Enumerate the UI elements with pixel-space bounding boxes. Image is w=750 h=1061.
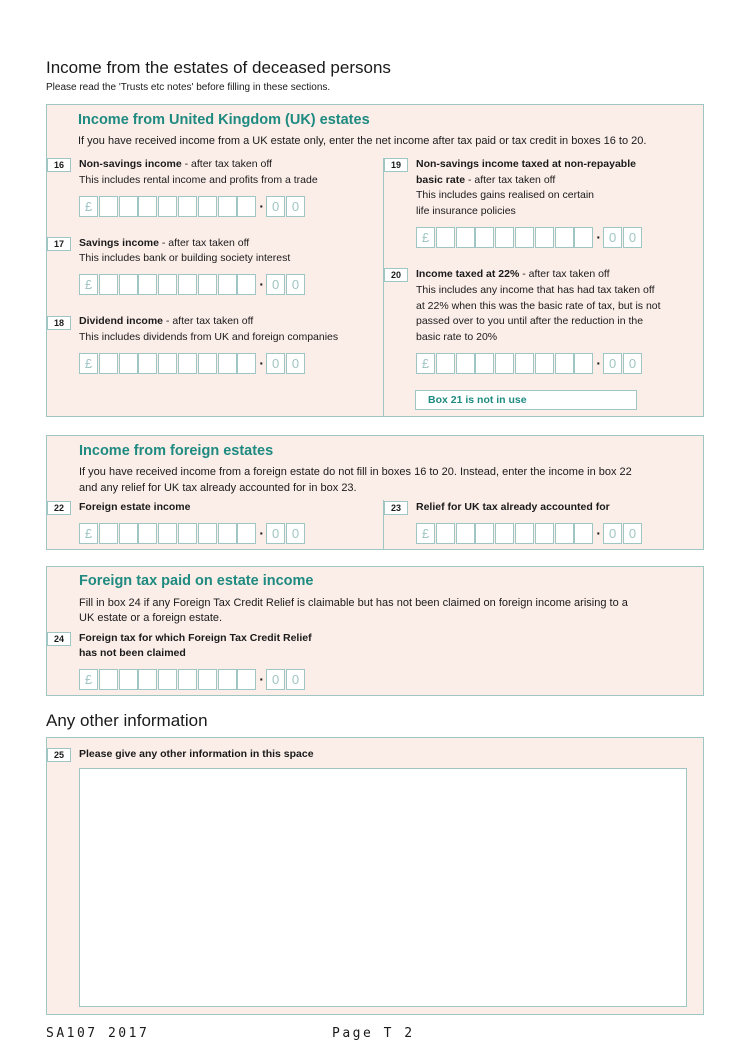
box-number-20: 20 — [384, 268, 408, 282]
digit-cell — [237, 353, 256, 374]
decimal-point: · — [259, 671, 264, 687]
digit-cell — [218, 196, 237, 217]
digit-cell — [158, 353, 177, 374]
box25-label — [79, 747, 314, 763]
pence-cell: 0 — [623, 227, 642, 248]
box17-title: Savings income — [79, 237, 159, 249]
box-number-23: 23 — [384, 501, 408, 515]
box23-amount-field[interactable] — [416, 522, 643, 544]
digit-cell — [475, 353, 494, 374]
currency-cell: £ — [416, 523, 435, 544]
digit-cell — [138, 196, 157, 217]
box19-title-line2 — [416, 173, 555, 189]
box21-not-in-use: Box 21 is not in use — [415, 390, 637, 410]
box22-amount-field[interactable] — [79, 522, 306, 544]
box20-title: Income taxed at 22% — [416, 268, 520, 280]
box19-suffix: - after tax taken off — [465, 174, 556, 186]
box22-title: Foreign estate income — [79, 501, 191, 513]
page-note: Please read the 'Trusts etc notes' before filling in these sections. — [46, 82, 331, 93]
digit-cell — [475, 523, 494, 544]
decimal-point: · — [596, 229, 601, 245]
currency-cell: £ — [79, 196, 98, 217]
digit-cell — [436, 523, 455, 544]
digit-cell — [158, 196, 177, 217]
digit-cell — [119, 196, 138, 217]
digit-cell — [515, 227, 534, 248]
digit-cell — [158, 523, 177, 544]
box18-amount-field[interactable] — [79, 352, 306, 374]
page-number: Page T 2 — [332, 1026, 415, 1041]
box20-desc1: This includes any income that has had tax taken off — [416, 284, 655, 296]
decimal-point: · — [596, 355, 601, 371]
box20-label — [416, 267, 610, 283]
digit-cell — [535, 227, 554, 248]
pence-cell: 0 — [286, 196, 305, 217]
box23-title: Relief for UK tax already accounted for — [416, 501, 610, 513]
form-id: SA107 2017 — [46, 1026, 150, 1041]
box19-amount-field[interactable] — [416, 226, 643, 248]
box24-title-line2 — [79, 646, 186, 662]
digit-cell — [495, 227, 514, 248]
box16-suffix: - after tax taken off — [181, 158, 272, 170]
digit-cell — [218, 523, 237, 544]
box-number-19: 19 — [384, 158, 408, 172]
box18-desc: This includes dividends from UK and foreign companies — [79, 331, 339, 343]
currency-cell: £ — [79, 669, 98, 690]
digit-cell — [436, 227, 455, 248]
digit-cell — [178, 353, 197, 374]
foreign-tax-intro1: Fill in box 24 if any Foreign Tax Credit Relief is claimable but has not been claimed on foreign income arising to a — [79, 597, 628, 609]
box22-label — [79, 500, 190, 516]
box18-label — [79, 314, 379, 330]
pence-cell: 0 — [603, 353, 622, 374]
digit-cell — [178, 196, 197, 217]
box19-title-line1 — [416, 157, 636, 173]
foreign-tax-intro2: UK estate or a foreign estate. — [79, 612, 223, 624]
decimal-point: · — [259, 198, 264, 214]
other-info-heading: Any other information — [46, 711, 208, 730]
box20-amount-field[interactable] — [416, 352, 643, 374]
digit-cell — [495, 523, 514, 544]
digit-cell — [456, 227, 475, 248]
box19-title1: Non-savings income taxed at non-repayable — [416, 158, 636, 170]
digit-cell — [198, 523, 217, 544]
digit-cell — [237, 523, 256, 544]
digit-cell — [198, 353, 217, 374]
column-divider — [383, 158, 384, 417]
box16-amount-field[interactable] — [79, 195, 306, 217]
box18-suffix: - after tax taken off — [163, 315, 254, 327]
digit-cell — [218, 669, 237, 690]
digit-cell — [198, 669, 217, 690]
decimal-point: · — [259, 276, 264, 292]
digit-cell — [237, 274, 256, 295]
digit-cell — [198, 196, 217, 217]
box-number-16: 16 — [47, 158, 71, 172]
box19-desc1: This includes gains realised on certain — [416, 189, 595, 201]
digit-cell — [237, 669, 256, 690]
box24-title2: has not been claimed — [79, 647, 186, 659]
pence-cell: 0 — [286, 669, 305, 690]
pence-cell: 0 — [623, 353, 642, 374]
box-number-17: 17 — [47, 237, 71, 251]
box-number-24: 24 — [47, 632, 71, 646]
currency-cell: £ — [79, 353, 98, 374]
digit-cell — [237, 196, 256, 217]
digit-cell — [456, 523, 475, 544]
digit-cell — [138, 523, 157, 544]
box24-title1: Foreign tax for which Foreign Tax Credit Relief — [79, 632, 312, 644]
box18-title: Dividend income — [79, 315, 164, 327]
box16-title: Non-savings income — [79, 158, 182, 170]
uk-estates-title: Income from United Kingdom (UK) estates — [78, 112, 370, 128]
digit-cell — [574, 523, 593, 544]
decimal-point: · — [259, 355, 264, 371]
pence-cell: 0 — [266, 274, 285, 295]
box20-desc3: passed over to you until after the reduction in the — [416, 315, 644, 327]
digit-cell — [99, 274, 118, 295]
digit-cell — [218, 274, 237, 295]
digit-cell — [99, 353, 118, 374]
pence-cell: 0 — [266, 353, 285, 374]
digit-cell — [456, 353, 475, 374]
box19-desc2: life insurance policies — [416, 205, 516, 217]
foreign-estates-intro1: If you have received income from a foreign estate do not fill in boxes 16 to 20. Instead, enter the income in box 22 — [79, 466, 632, 478]
pence-cell: 0 — [286, 274, 305, 295]
digit-cell — [178, 274, 197, 295]
pence-cell: 0 — [266, 523, 285, 544]
digit-cell — [178, 669, 197, 690]
pence-cell: 0 — [266, 669, 285, 690]
box17-desc: This includes bank or building society interest — [79, 252, 291, 264]
digit-cell — [158, 274, 177, 295]
digit-cell — [436, 353, 455, 374]
digit-cell — [535, 523, 554, 544]
foreign-estates-title: Income from foreign estates — [79, 443, 274, 459]
currency-cell: £ — [79, 274, 98, 295]
box17-label — [79, 236, 379, 252]
pence-cell: 0 — [603, 523, 622, 544]
digit-cell — [515, 523, 534, 544]
decimal-point: · — [259, 525, 264, 541]
box20-desc2: at 22% when this was the basic rate of tax, but is not — [416, 300, 661, 312]
foreign-estates-intro2: and any relief for UK tax already accounted for in box 23. — [79, 482, 357, 494]
pence-cell: 0 — [603, 227, 622, 248]
digit-cell — [535, 353, 554, 374]
box23-label — [416, 500, 610, 516]
digit-cell — [555, 227, 574, 248]
digit-cell — [515, 353, 534, 374]
box17-amount-field[interactable] — [79, 273, 306, 295]
digit-cell — [119, 523, 138, 544]
page-title: Income from the estates of deceased persons — [46, 58, 391, 77]
box20-suffix: - after tax taken off — [519, 268, 610, 280]
digit-cell — [178, 523, 197, 544]
digit-cell — [138, 669, 157, 690]
digit-cell — [158, 669, 177, 690]
digit-cell — [574, 353, 593, 374]
box-number-25: 25 — [47, 748, 71, 762]
digit-cell — [99, 669, 118, 690]
pence-cell: 0 — [623, 523, 642, 544]
pence-cell: 0 — [286, 523, 305, 544]
box-number-18: 18 — [47, 316, 71, 330]
box24-amount-field[interactable] — [79, 668, 306, 690]
digit-cell — [218, 353, 237, 374]
box16-label — [79, 157, 379, 173]
digit-cell — [99, 196, 118, 217]
digit-cell — [495, 353, 514, 374]
digit-cell — [119, 274, 138, 295]
decimal-point: · — [596, 525, 601, 541]
box-number-22: 22 — [47, 501, 71, 515]
digit-cell — [555, 353, 574, 374]
box17-suffix: - after tax taken off — [158, 237, 250, 249]
uk-estates-intro: If you have received income from a UK estate only, enter the net income after tax paid or tax credit in boxes 16 to 20. — [78, 135, 647, 147]
foreign-tax-title: Foreign tax paid on estate income — [79, 573, 314, 589]
pence-cell: 0 — [286, 353, 305, 374]
currency-cell: £ — [79, 523, 98, 544]
box25-title: Please give any other information in this space — [79, 748, 314, 760]
currency-cell: £ — [416, 353, 435, 374]
digit-cell — [198, 274, 217, 295]
box20-desc4: basic rate to 20% — [416, 331, 498, 343]
digit-cell — [119, 353, 138, 374]
box16-desc: This includes rental income and profits from a trade — [79, 174, 318, 186]
currency-cell: £ — [416, 227, 435, 248]
box19-title2: basic rate — [416, 174, 466, 186]
digit-cell — [475, 227, 494, 248]
digit-cell — [119, 669, 138, 690]
digit-cell — [574, 227, 593, 248]
pence-cell: 0 — [266, 196, 285, 217]
digit-cell — [555, 523, 574, 544]
digit-cell — [138, 274, 157, 295]
other-info-textarea[interactable] — [79, 768, 687, 1007]
digit-cell — [138, 353, 157, 374]
box24-title-line1 — [79, 631, 312, 647]
digit-cell — [99, 523, 118, 544]
